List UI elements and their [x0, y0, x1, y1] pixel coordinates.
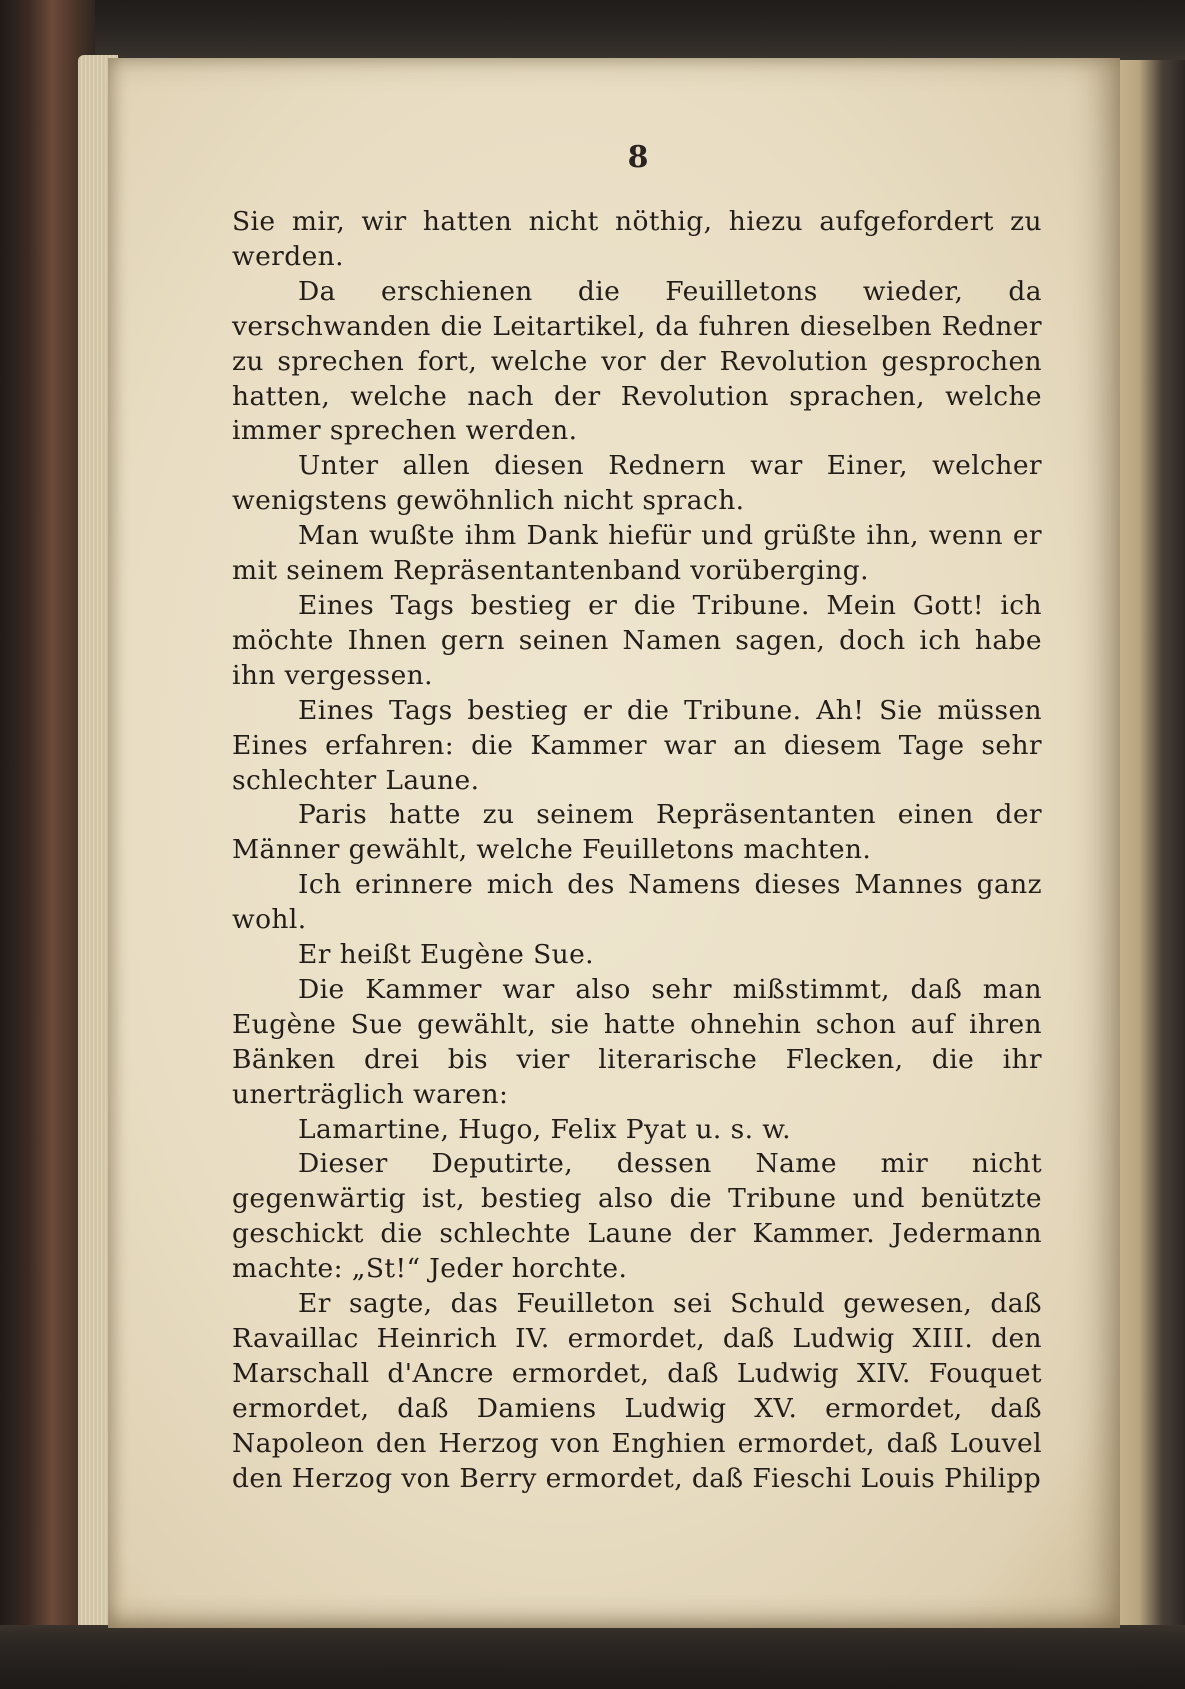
book-cover-bottom: [0, 1625, 1185, 1689]
paragraph-5: Eines Tags bestieg er die Tribune. Mein Gott! ich möchte Ihnen gern seinen Namen sagen, doch ich habe ihn vergessen.: [232, 589, 1042, 691]
paragraph-12: Dieser Deputirte, dessen Name mir nicht gegenwärtig ist, bestieg also die Tribune und benützte geschickt die schlechte Laune der Kammer. Jedermann machte: „St!“ Jeder horchte.: [232, 1148, 1042, 1285]
paragraph-7: Paris hatte zu seinem Repräsentanten einen der Männer gewählt, welche Feuilletons machten.: [232, 799, 1042, 866]
paragraph-11: Lamartine, Hugo, Felix Pyat u. s. w.: [298, 1113, 791, 1145]
paragraph-4: Man wußte ihm Dank hiefür und grüßte ihn, wenn er mit seinem Repräsentantenband vorüberging.: [232, 520, 1042, 587]
book-cover-top: [0, 0, 1185, 60]
paragraph-2: Da erschienen die Feuilletons wieder, da verschwanden die Leitartikel, da fuhren dieselben Redner zu sprechen fort, welche vor der Revolution gesprochen hatten, welche nach der Revolution sprachen, welche immer sprechen werden.: [232, 275, 1042, 447]
paragraph-8: Ich erinnere mich des Namens dieses Mannes ganz wohl.: [232, 869, 1042, 936]
paragraph-1: Sie mir, wir hatten nicht nöthig, hiezu aufgefordert zu werden.: [232, 206, 1042, 272]
paragraph-13: Er sagte, das Feuilleton sei Schuld gewesen, daß Ravaillac Heinrich IV. ermordet, daß Ludwig XIII. den Marschall d'Ancre ermordet, daß Ludwig XIV. Fouquet ermordet, daß Damiens Ludwig XV. ermordet, daß Napoleon den Herzog von Enghien ermordet, daß Louvel den Herzog von Berry ermordet, daß Fieschi Louis Philipp: [232, 1288, 1042, 1494]
paragraph-3: Unter allen diesen Rednern war Einer, welcher wenigstens gewöhnlich nicht sprach.: [232, 450, 1042, 517]
page-text: [232, 205, 1042, 1497]
page-number: 8: [627, 140, 649, 175]
paragraph-9: Er heißt Eugène Sue.: [298, 939, 594, 971]
paragraph-10: Die Kammer war also sehr mißstimmt, daß man Eugène Sue gewählt, sie hatte ohnehin schon auf ihren Bänken drei bis vier literarische Flecken, die ihr unerträglich waren:: [232, 973, 1042, 1110]
paragraph-6: Eines Tags bestieg er die Tribune. Ah! Sie müssen Eines erfahren: die Kammer war an diesem Tage sehr schlechter Laune.: [232, 694, 1042, 796]
